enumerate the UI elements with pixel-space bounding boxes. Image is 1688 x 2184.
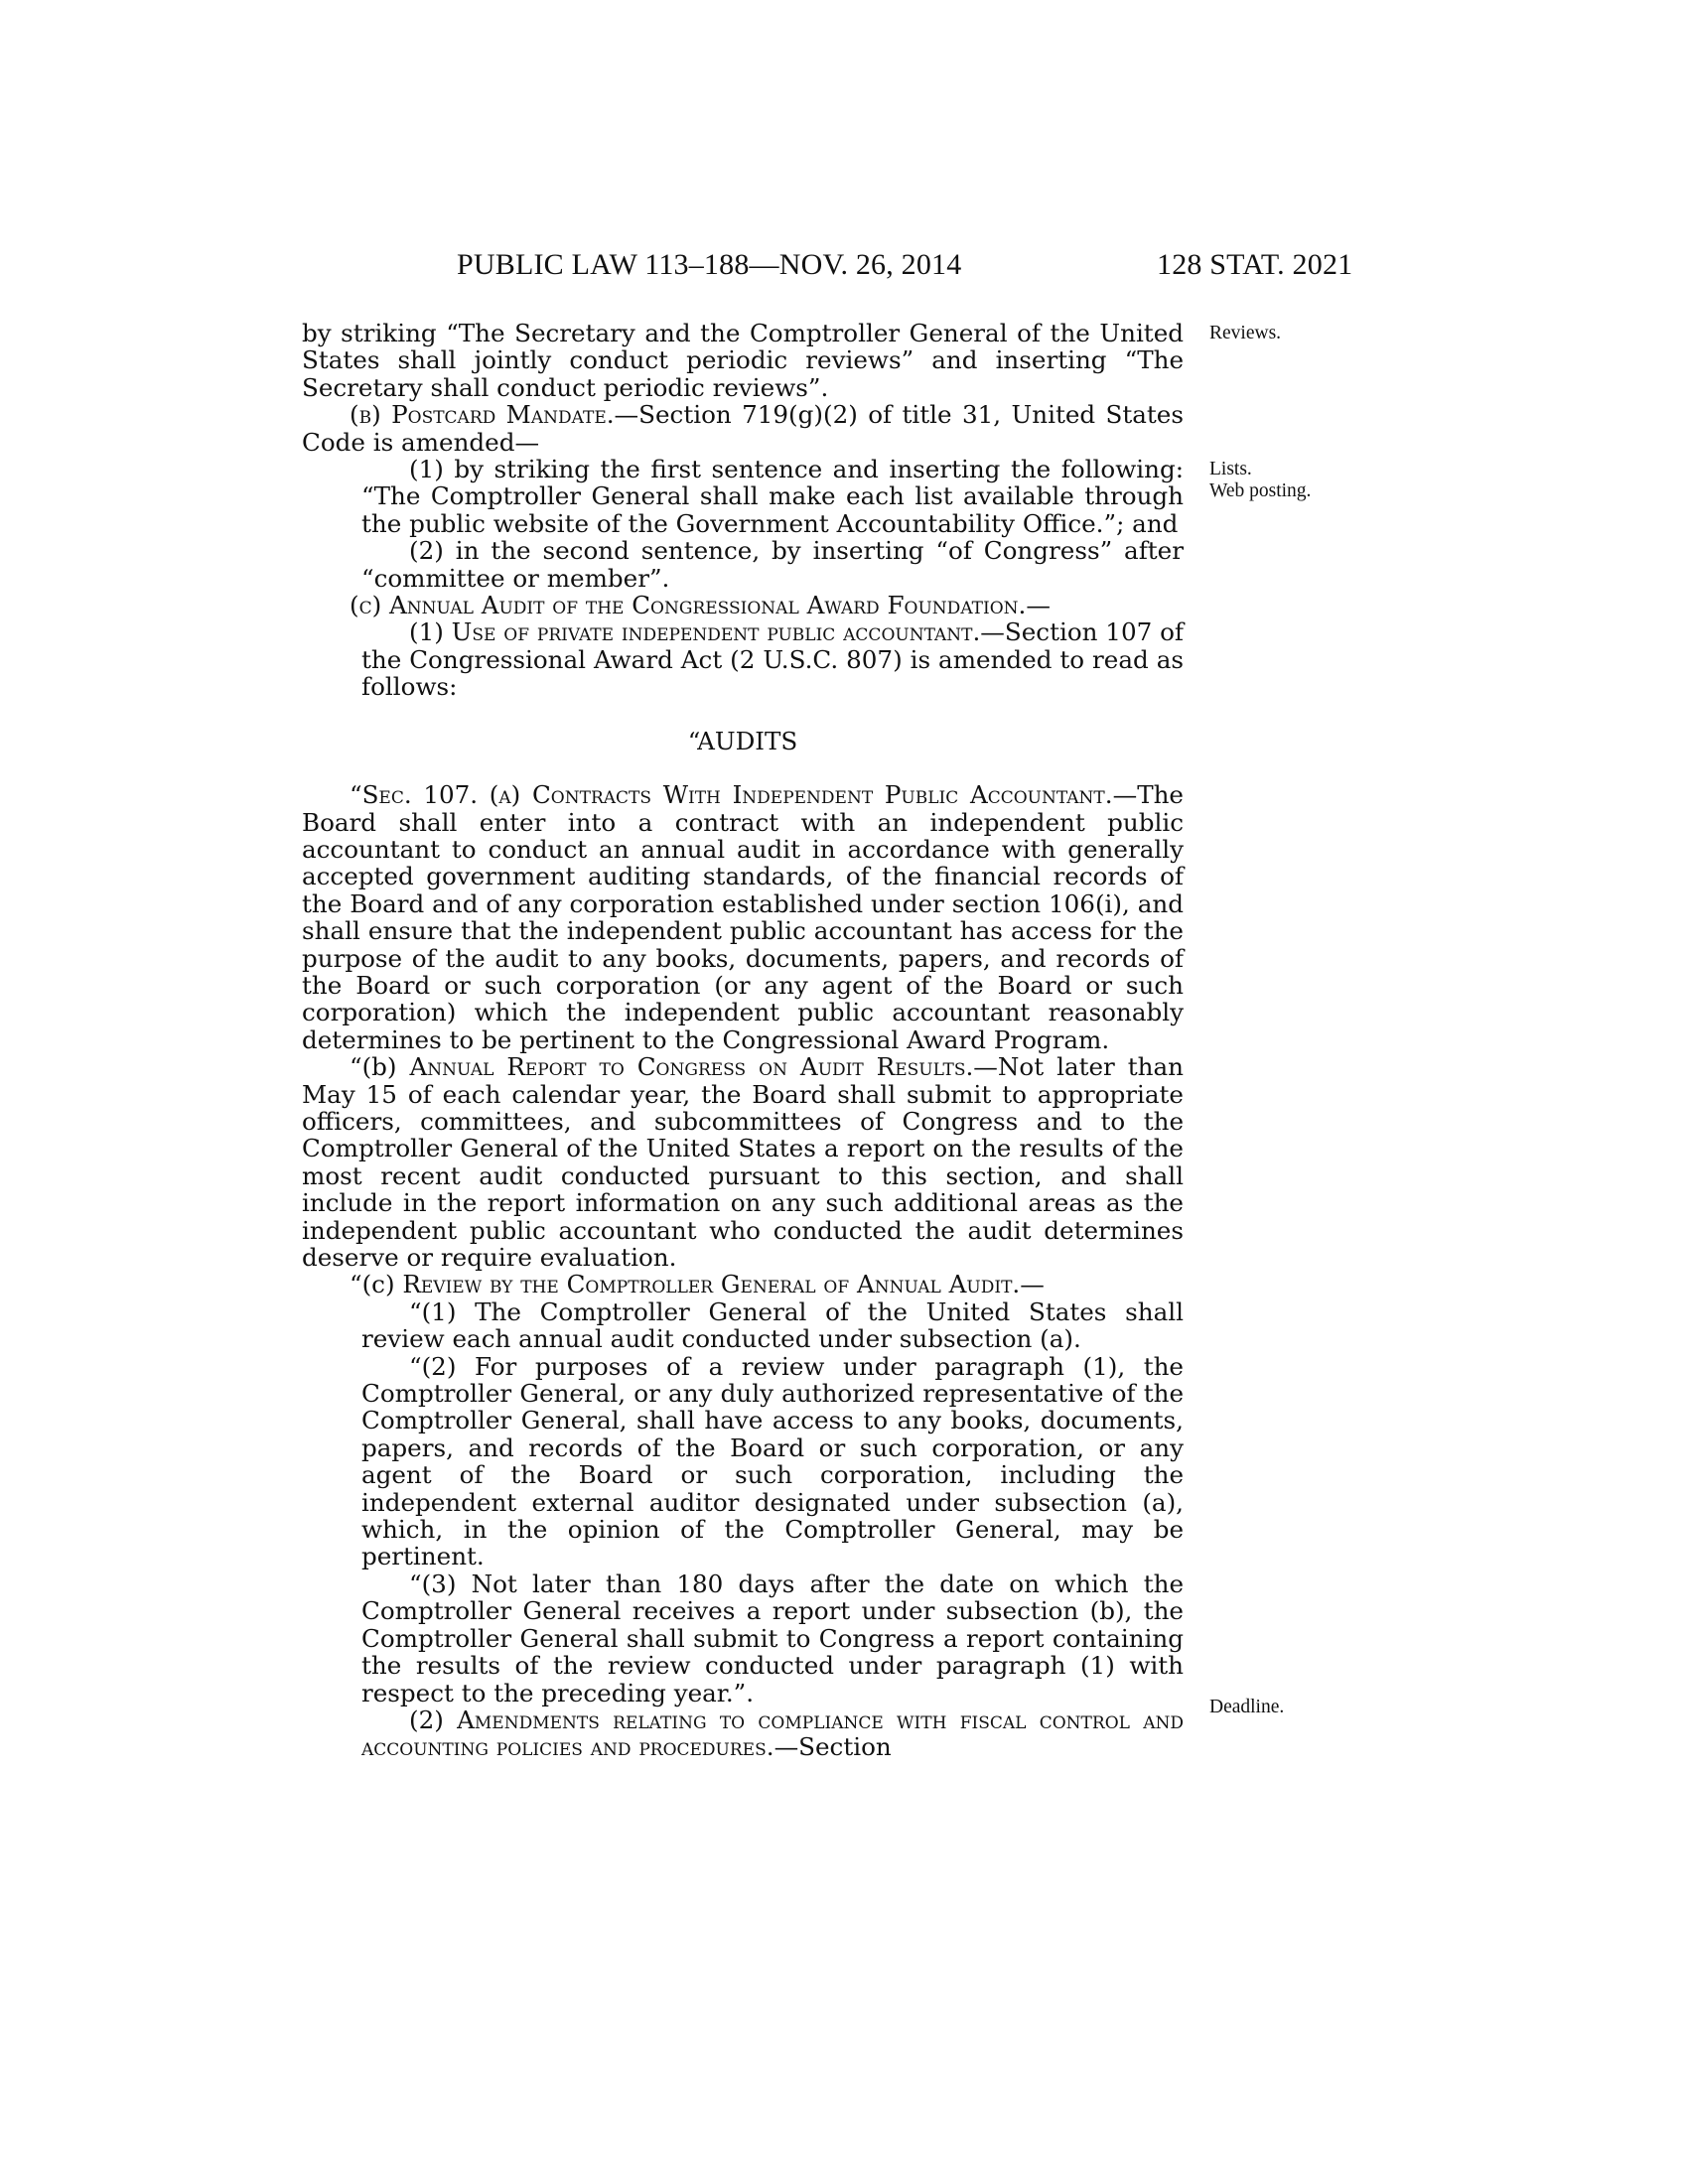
section-title-audits: “AUDITS [687,726,798,755]
margin-note-lists: Lists. [1209,459,1252,479]
heading-contracts: Contracts With Independent Public Accountant. [531,780,1113,810]
heading-annual-report: Annual Report to Congress on Audit Results. [409,1052,974,1082]
paragraph-b-1: (1) by striking the first sentence and inserting the following: “The Comptroller General shall make each list available through the public website of the Government Accountability Office.”; and [361,455,1184,538]
heading-review-comptroller: Review by the Comptroller General of Annual Audit. [402,1270,1021,1299]
section-107-b [302,1053,1184,1271]
paragraph-c-2-text: —Section [774,1732,892,1762]
section-107-b-text: —Not later than May 15 of each calendar year, the Board shall submit to appropriate officers, committees, and subcommittees of Congress and to the Comptroller General of the United States a report on the results of the most recent audit conducted pursuant to this section, and shall include in the report information on any such additional areas as the independent public accountant who conducted the audit determines deserve or require evaluation. [302,1052,1185,1272]
subsection-c-annual-audit [302,592,1184,618]
margin-note-web-posting: Web posting. [1209,480,1312,501]
heading-annual-audit: (c) Annual Audit of the Congressional Award Foundation. [350,591,1027,620]
section-107-lead: “Sec. 107. (a) [350,780,532,810]
statute-body [302,320,1184,1761]
section-107-c-3: “(3) Not later than 180 days after the date on which the Comptroller General receives a report under subsection (b), the Comptroller General shall submit to Congress a report containing the results of the review conducted under paragraph (1) with respect to the preceding year.”. [361,1569,1184,1707]
running-header-page-number: 128 STAT. 2021 [1157,248,1353,281]
margin-note-deadline: Deadline. [1209,1697,1285,1717]
section-107-c-lead: “(c) [350,1270,403,1299]
section-107-c-dash: — [1020,1270,1045,1299]
subsection-b-text: —Section 719(g)(2) of title 31, United States Code is amended— [302,400,1184,457]
section-107-b-lead: “(b) [350,1052,410,1082]
paragraph-c-1-text: —Section 107 of the Congressional Award Act (2 U.S.C. 807) is amended to read as follows: [361,617,1184,702]
paragraph-c-2 [302,1706,1184,1761]
paragraph-b-2: (2) in the second sentence, by inserting “of Congress” after “committee or member”. [361,536,1184,593]
paragraph-a-continuation: by striking “The Secretary and the Comptroller General of the United States shall jointly conduct periodic reviews” and inserting “The Secretary shall conduct periodic reviews”. [302,319,1184,402]
paragraph-c-1 [302,618,1184,700]
margin-note-reviews: Reviews. [1209,323,1282,343]
section-107-a [302,781,1184,1053]
subsection-c-dash: — [1026,591,1051,620]
section-107-a-text: —The Board shall enter into a contract with an independent public accountant to conduct an annual audit in accordance with generally accepted government auditing standards, of the financial records of the Board and of any corporation established under section 106(i), and shall ensure that the independent public accountant has access for the purpose of the audit to any books, documents, papers, and records of the Board or such corporation (or any agent of the Board or such corporation) which the independent public accountant reasonably determines to be pertinent to the Congressional Award Program. [302,780,1184,1054]
running-header-title: PUBLIC LAW 113–188—NOV. 26, 2014 [457,248,962,281]
section-107-c-2: “(2) For purposes of a review under paragraph (1), the Comptroller General, or any duly authorized representative of the Comptroller General, shall have access to any books, documents, papers, and records of the Board or such corporation, or any agent of the Board or such corporation, including the independent external auditor designated under subsection (a), which, in the opinion of the Comptroller General, may be pertinent. [361,1351,1184,1571]
heading-postcard-mandate: (b) Postcard Mandate. [350,400,615,430]
section-107-c-1: “(1) The Comptroller General of the United States shall review each annual audit conducted under subsection (a). [361,1297,1184,1354]
subsection-b-postcard-mandate [302,401,1184,456]
heading-amendments-compliance: (2) Amendments relating to compliance with fiscal control and accounting policies and procedures. [361,1705,1184,1762]
section-107-c [302,1271,1184,1297]
heading-private-accountant: (1) Use of private independent public accountant. [409,617,981,647]
